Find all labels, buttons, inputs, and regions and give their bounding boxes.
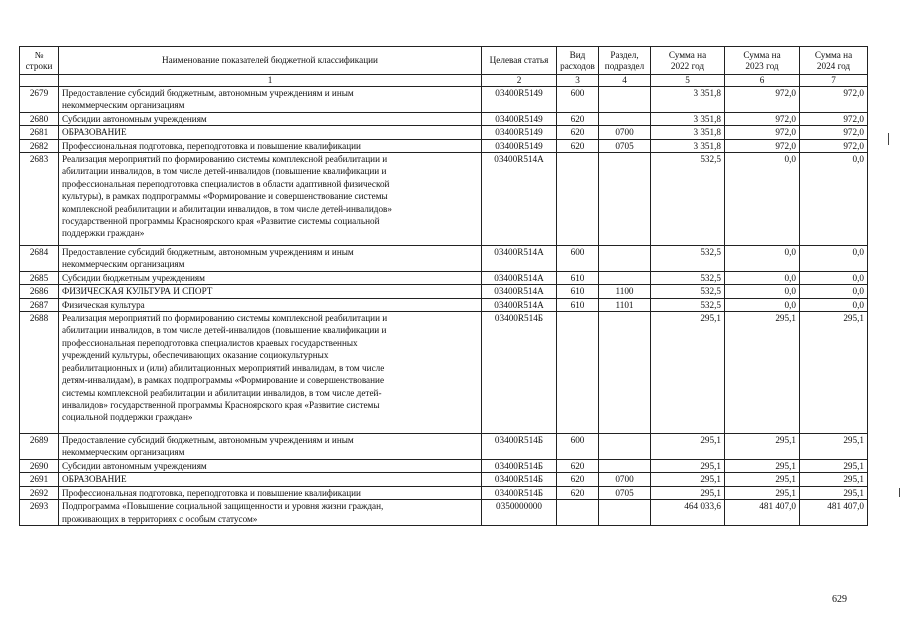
row-number: 2689 [20, 434, 59, 460]
row-section [599, 112, 651, 125]
table-row [20, 298, 868, 311]
row-sum-2022: 295,1 [651, 486, 725, 499]
row-name: Профессиональная подготовка, переподготовка и повышение квалификации [59, 139, 482, 152]
row-type: 600 [557, 246, 599, 272]
row-section [599, 459, 651, 472]
table-row [20, 271, 868, 284]
table-row [20, 87, 868, 113]
row-number: 2686 [20, 285, 59, 298]
scan-mark [899, 488, 900, 497]
row-number: 2688 [20, 312, 59, 434]
row-sum-2024: 295,1 [800, 434, 868, 460]
row-sum-2022: 3 351,8 [651, 87, 725, 113]
row-number: 2691 [20, 473, 59, 486]
table-row [20, 459, 868, 472]
header-sum-2023: Сумма на 2023 год [725, 47, 800, 75]
page-number: 629 [832, 594, 847, 605]
row-sum-2024: 295,1 [800, 312, 868, 434]
row-sum-2024: 0,0 [800, 246, 868, 272]
row-sum-2024: 0,0 [800, 153, 868, 246]
row-type: 620 [557, 126, 599, 139]
row-target: 03400R514А [482, 298, 557, 311]
row-name: Субсидии автономным учреждениям [59, 459, 482, 472]
row-section [599, 500, 651, 526]
row-sum-2022: 464 033,6 [651, 500, 725, 526]
row-name: Подпрограмма «Повышение социальной защищенности и уровня жизни граждан, проживающих в территориях с особым статусом» [59, 500, 482, 526]
row-name: ФИЗИЧЕСКАЯ КУЛЬТУРА И СПОРТ [59, 285, 482, 298]
header-target: Целевая статья [482, 47, 557, 75]
row-target: 03400R514Б [482, 434, 557, 460]
column-number: 5 [651, 75, 725, 87]
row-name: ОБРАЗОВАНИЕ [59, 473, 482, 486]
row-sum-2022: 295,1 [651, 434, 725, 460]
column-number: 6 [725, 75, 800, 87]
row-number: 2683 [20, 153, 59, 246]
row-type: 610 [557, 271, 599, 284]
row-section [599, 87, 651, 113]
table-row [20, 486, 868, 499]
row-number: 2680 [20, 112, 59, 125]
row-sum-2023: 295,1 [725, 459, 800, 472]
row-sum-2023: 972,0 [725, 139, 800, 152]
row-sum-2023: 0,0 [725, 285, 800, 298]
row-section: 0705 [599, 486, 651, 499]
row-name: Реализация мероприятий по формированию системы комплексной реабилитации и абилитации инвалидов, в том числе детей-инвалидов (повышение квалификации и профессиональная переподготовка специалистов краевых государственных учреждений культуры, обеспечивающих оказание социокультурных реабилитационных и (или) абилитационных мероприятий инвалидам, в том числе детям-инвалидам), в рамках подпрограммы «Формирование и совершенствование системы комплексной реабилитации и абилитации инвалидов, в том числе детей- инвалидов» государственной программы Красноярского края «Развитие системы социальной поддержки граждан» [59, 312, 482, 434]
row-section [599, 271, 651, 284]
row-section: 1100 [599, 285, 651, 298]
table-row [20, 246, 868, 272]
table-row [20, 312, 868, 434]
row-name: Предоставление субсидий бюджетным, автономным учреждениям и иным некоммерческим организациям [59, 434, 482, 460]
row-target: 03400R514Б [482, 459, 557, 472]
row-sum-2023: 0,0 [725, 153, 800, 246]
row-target: 03400R514А [482, 271, 557, 284]
row-name: Реализация мероприятий по формированию системы комплексной реабилитации и абилитации инвалидов, в том числе детей-инвалидов (повышение квалификации и профессиональная переподготовка специалистов в области адаптивной физической культуры), в рамках подпрограммы «Формирование и совершенствование системы комплексной реабилитации и абилитации инвалидов, в том числе детей-инвалидов» государственной программы Красноярского края «Развитие системы социальной поддержки граждан» [59, 153, 482, 246]
column-number: 7 [800, 75, 868, 87]
row-number: 2681 [20, 126, 59, 139]
row-number: 2692 [20, 486, 59, 499]
row-number: 2685 [20, 271, 59, 284]
row-sum-2022: 532,5 [651, 285, 725, 298]
row-target: 03400R514Б [482, 486, 557, 499]
row-type [557, 153, 599, 246]
row-number: 2690 [20, 459, 59, 472]
row-sum-2024: 972,0 [800, 112, 868, 125]
row-name: Субсидии автономным учреждениям [59, 112, 482, 125]
row-target: 03400R5149 [482, 139, 557, 152]
row-target: 03400R5149 [482, 126, 557, 139]
row-section [599, 434, 651, 460]
row-sum-2023: 295,1 [725, 473, 800, 486]
row-number: 2679 [20, 87, 59, 113]
header-sum-2022: Сумма на 2022 год [651, 47, 725, 75]
column-number [20, 75, 59, 87]
table-row [20, 473, 868, 486]
row-type: 620 [557, 473, 599, 486]
header-type: Вид расходов [557, 47, 599, 75]
row-type: 600 [557, 87, 599, 113]
row-sum-2024: 0,0 [800, 271, 868, 284]
table-row [20, 500, 868, 526]
column-number: 1 [59, 75, 482, 87]
row-sum-2023: 481 407,0 [725, 500, 800, 526]
header-sum-2024: Сумма на 2024 год [800, 47, 868, 75]
row-type: 620 [557, 139, 599, 152]
row-type: 620 [557, 486, 599, 499]
table-row [20, 112, 868, 125]
header-row [20, 47, 868, 75]
row-sum-2023: 972,0 [725, 112, 800, 125]
row-type: 610 [557, 285, 599, 298]
row-sum-2022: 295,1 [651, 312, 725, 434]
row-section [599, 246, 651, 272]
row-name: Предоставление субсидий бюджетным, автономным учреждениям и иным некоммерческим организациям [59, 87, 482, 113]
row-sum-2022: 3 351,8 [651, 112, 725, 125]
row-sum-2022: 532,5 [651, 153, 725, 246]
row-name: Физическая культура [59, 298, 482, 311]
row-sum-2022: 532,5 [651, 298, 725, 311]
header-name: Наименование показателей бюджетной классификации [59, 47, 482, 75]
row-sum-2024: 295,1 [800, 459, 868, 472]
table-row [20, 126, 868, 139]
row-target: 03400R5149 [482, 112, 557, 125]
row-type [557, 312, 599, 434]
row-sum-2023: 295,1 [725, 486, 800, 499]
row-sum-2024: 972,0 [800, 139, 868, 152]
row-section: 0705 [599, 139, 651, 152]
row-type: 620 [557, 459, 599, 472]
table-row [20, 153, 868, 246]
row-sum-2024: 972,0 [800, 126, 868, 139]
row-sum-2024: 0,0 [800, 285, 868, 298]
row-target: 03400R514А [482, 153, 557, 246]
row-sum-2024: 295,1 [800, 486, 868, 499]
row-sum-2022: 3 351,8 [651, 139, 725, 152]
row-sum-2022: 3 351,8 [651, 126, 725, 139]
row-name: Предоставление субсидий бюджетным, автономным учреждениям и иным некоммерческим организациям [59, 246, 482, 272]
row-sum-2023: 0,0 [725, 298, 800, 311]
row-type: 600 [557, 434, 599, 460]
row-section: 1101 [599, 298, 651, 311]
row-sum-2024: 295,1 [800, 473, 868, 486]
budget-table [19, 46, 868, 526]
table-row [20, 434, 868, 460]
row-sum-2024: 481 407,0 [800, 500, 868, 526]
row-section [599, 312, 651, 434]
row-sum-2024: 972,0 [800, 87, 868, 113]
row-section: 0700 [599, 473, 651, 486]
row-name: Профессиональная подготовка, переподготовка и повышение квалификации [59, 486, 482, 499]
row-section [599, 153, 651, 246]
row-sum-2023: 295,1 [725, 312, 800, 434]
row-name: ОБРАЗОВАНИЕ [59, 126, 482, 139]
row-sum-2022: 295,1 [651, 459, 725, 472]
scan-mark [888, 133, 889, 145]
row-sum-2022: 295,1 [651, 473, 725, 486]
column-number-row [20, 75, 868, 87]
row-sum-2023: 972,0 [725, 126, 800, 139]
row-sum-2023: 295,1 [725, 434, 800, 460]
header-row-no: № строки [20, 47, 59, 75]
row-target: 03400R514Б [482, 473, 557, 486]
row-target: 03400R514Б [482, 312, 557, 434]
row-sum-2023: 972,0 [725, 87, 800, 113]
table-row [20, 139, 868, 152]
column-number: 2 [482, 75, 557, 87]
header-section: Раздел, подраздел [599, 47, 651, 75]
row-sum-2022: 532,5 [651, 271, 725, 284]
row-sum-2023: 0,0 [725, 271, 800, 284]
row-sum-2022: 532,5 [651, 246, 725, 272]
row-section: 0700 [599, 126, 651, 139]
row-sum-2024: 0,0 [800, 298, 868, 311]
row-target: 03400R514А [482, 285, 557, 298]
row-number: 2693 [20, 500, 59, 526]
row-name: Субсидии бюджетным учреждениям [59, 271, 482, 284]
row-type: 620 [557, 112, 599, 125]
column-number: 4 [599, 75, 651, 87]
row-target: 03400R514А [482, 246, 557, 272]
row-type [557, 500, 599, 526]
row-number: 2684 [20, 246, 59, 272]
row-number: 2687 [20, 298, 59, 311]
row-type: 610 [557, 298, 599, 311]
table-row [20, 285, 868, 298]
column-number: 3 [557, 75, 599, 87]
row-sum-2023: 0,0 [725, 246, 800, 272]
row-target: 03400R5149 [482, 87, 557, 113]
row-target: 0350000000 [482, 500, 557, 526]
row-number: 2682 [20, 139, 59, 152]
